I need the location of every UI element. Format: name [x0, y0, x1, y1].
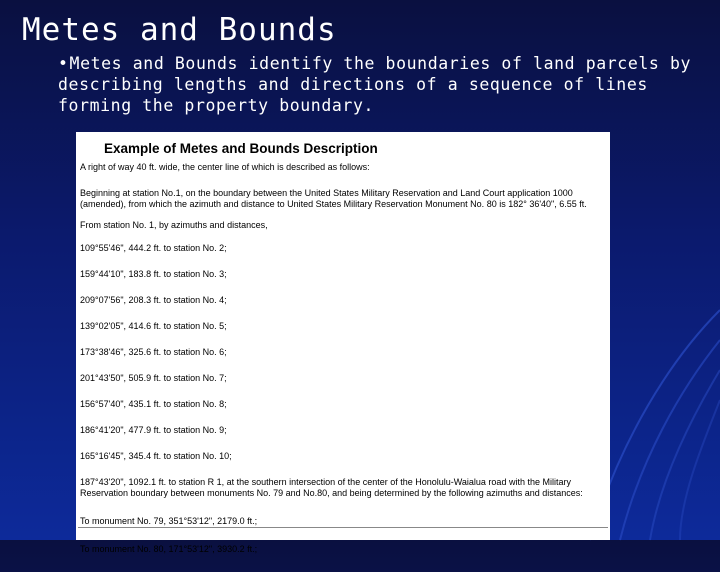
bullet-text: Metes and Bounds identify the boundaries of land parcels by describing lengths and directions of a sequence of lines forming the property boundary.	[58, 54, 692, 115]
course-line: 159°44'10", 183.8 ft. to station No. 3;	[80, 269, 227, 279]
course-line: 201°43'50", 505.9 ft. to station No. 7;	[80, 373, 227, 383]
document-beginning: Beginning at station No.1, on the boundary between the United States Military Reservation and Land Court application 1000 (amended), from which the azimuth and distance to United States Military Reservation Monument No. 80 is 182° 36'40", 6.55 ft.	[80, 188, 587, 209]
monument-line: To monument No. 80, 171°53'12", 3930.2 ft.;	[80, 544, 258, 554]
document-image	[76, 132, 610, 554]
document-intro: A right of way 40 ft. wide, the center line of which is described as follows:	[80, 162, 370, 172]
document-from-station: From station No. 1, by azimuths and distances,	[80, 220, 268, 230]
course-line: 186°41'20", 477.9 ft. to station No. 9;	[80, 425, 227, 435]
course-line: 173°38'46", 325.6 ft. to station No. 6;	[80, 347, 227, 357]
course-line: 165°16'45", 345.4 ft. to station No. 10;	[80, 451, 232, 461]
slide-bullet	[58, 53, 698, 116]
bullet-marker: •	[58, 54, 69, 73]
document-divider	[78, 527, 608, 528]
course-line: 139°02'05", 414.6 ft. to station No. 5;	[80, 321, 227, 331]
monument-line: To monument No. 79, 351°53'12", 2179.0 ft.;	[80, 516, 258, 526]
document-title: Example of Metes and Bounds Description	[104, 141, 378, 156]
slide-title: Metes and Bounds	[22, 12, 337, 48]
document-body	[80, 162, 606, 572]
course-line: 109°55'46", 444.2 ft. to station No. 2;	[80, 243, 227, 253]
course-line: 209°07'56", 208.3 ft. to station No. 4;	[80, 295, 227, 305]
document-ending: 187°43'20", 1092.1 ft. to station R 1, at the southern intersection of the center of the Honolulu-Waialua road with the Military Reservation boundary between monuments No. 79 and No.80, and being determined by the following azimuths and distances:	[80, 477, 583, 498]
course-line: 156°57'40", 435.1 ft. to station No. 8;	[80, 399, 227, 409]
